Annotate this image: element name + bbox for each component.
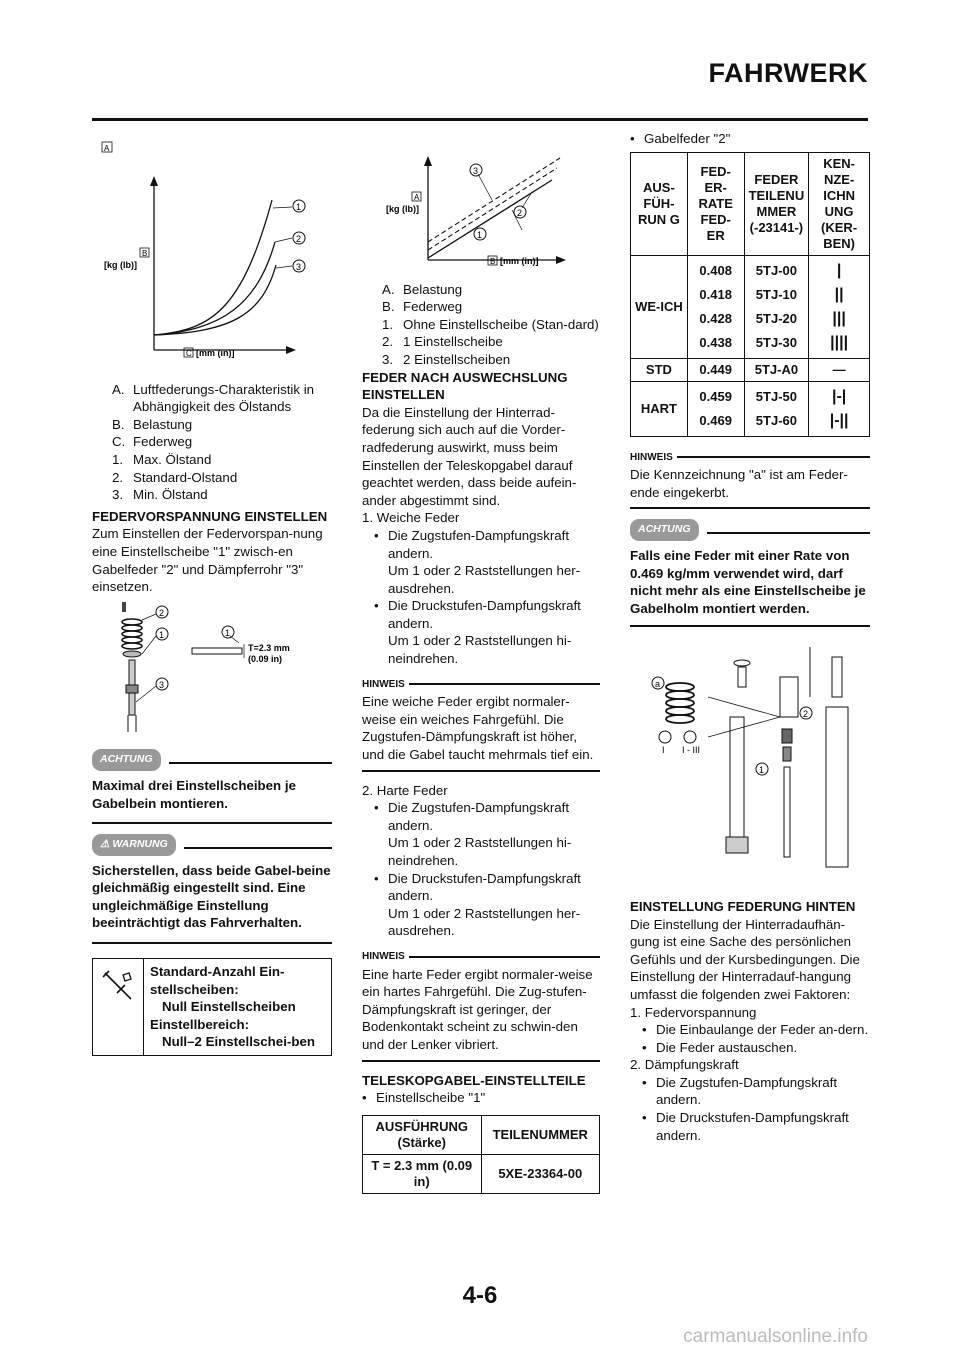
paragraph: Zum Einstellen der Federvorspan-nung eine Einstellscheibe "1" zwisch-en Gabelfeder "2" und Dämpferrohr "3" einsetzen. [92,526,323,595]
part-number: 5TJ-00 [755,262,797,278]
marking: |||| [830,333,849,351]
legend-text: 2 Einstellscheiben [403,351,511,367]
leader-line [478,174,492,200]
table-cell [809,381,870,436]
leader-line [275,238,292,242]
bullet-item: • Die Zugstufen-Dampfungskraft andern. [362,527,600,562]
bullet-item: • Einstellscheibe "1" [362,1090,486,1106]
note-text: Eine weiche Feder ergibt normaler-weise ein weiches Fahrgefühl. Die Zugstufen-Dämpfungskraft ist höher, und die Gabel taucht mehrmals tief ein. [362,694,594,763]
fork-spring-table [630,152,870,437]
damper-nut [126,685,138,693]
table-cell [744,255,809,358]
legend-key: 3. [112,487,124,503]
figure-legend [112,381,332,504]
legend-text: Standard-Olstand [133,469,238,485]
spacer-illustration [92,600,332,735]
table-cell: T = 2.3 mm (0.09 in) [363,1154,482,1193]
table-row-hard [631,381,870,436]
outer-tube [730,717,744,847]
caution-text: Falls eine Feder mit einer Rate von 0.469 kg/mm verwendet wird, darf nicht mehr als eine Einstellscheibe je Gabelholm montiert werden. [630,547,866,616]
wrench-icon [101,969,135,1003]
page-title: FAHRWERK [708,58,868,88]
spring-end-icon [659,731,671,743]
x-axis-arrow [556,256,566,264]
indent-text: Um 1 oder 2 Raststellungen hi-neindrehen. [388,835,572,868]
table-header-cell: KEN-NZE-ICHN UNG (KER-BEN) [809,152,870,255]
bullet-item: • Die Zugstufen-Dampfungskraft andern. [630,1074,870,1109]
legend-key: C. [112,434,126,450]
washer-part [783,747,791,761]
part-number: 5TJ-10 [755,286,797,302]
bullet-text: Die Zugstufen-Dampfungskraft andern. [388,527,570,561]
legend-key: 2. [382,334,394,350]
table-cell: WE-ICH [631,255,688,358]
spec-label: Einstellbereich: [150,1016,250,1032]
table-row-soft [631,255,870,358]
figure-label-a: A [104,144,110,153]
table-header-cell: AUS-FÜH-RUN G [631,152,688,255]
table-row [363,1154,600,1193]
legend-text: Belastung [403,281,463,297]
callout-3: 3 [159,679,165,690]
callout-1: 1 [225,627,231,638]
thickness-inch-label: (0.09 in) [248,653,283,664]
table-cell: 5XE-23364-00 [481,1154,600,1193]
legend-text: Max. Ölstand [133,451,212,467]
callout-3: 3 [473,166,479,176]
callout-1: 1 [296,202,302,212]
marking: || [834,285,844,303]
note-end-rule [362,770,600,772]
spec-icon-cell [93,959,144,1055]
note-text: Die Kennzeichnung "a" ist am Feder-ende eingekerbt. [630,467,848,500]
fork-bottom [726,837,748,853]
rate-value: 0.408 [699,262,732,278]
table-cell: HART [631,381,688,436]
fork-cap [734,660,750,666]
note-label: HINWEIS [362,678,405,690]
legend-text: Ohne Einstellscheibe (Stan-dard) [403,316,599,332]
legend-key: A. [382,281,395,297]
marking: ||| [832,309,846,327]
curve-standard-oil [154,242,275,335]
caution-header [92,749,332,771]
bullet-text: Die Einbaulange der Feder an-dern. [656,1022,869,1038]
legend-text: Federweg [133,434,193,450]
legend-key: A. [112,381,125,397]
legend-key: 3. [382,351,394,367]
bullet-text: Die Feder austauschen. [656,1039,798,1055]
warning-end-rule [92,942,332,944]
y-axis-arrow [424,156,432,166]
line-two-spacers [428,158,560,242]
note-text: Eine harte Feder ergibt normaler-weise ein hartes Fahrgefühl. Die Zug-stufen-Dämpfungskraft ist geringer, der Bodenkontakt scheint zu schwin-den und der Lenker vibriert. [362,966,593,1052]
rate-value: 0.469 [699,412,732,428]
spacer-spring-chart [362,130,600,270]
marking: |-|| [829,411,849,429]
paragraph: Die Einstellung der Hinterradaufhän-gung ist eine Sache des persönlichen Gefühls und der Kursbedingungen. Die Einstellung der Hinterradauf-hangung umfasst die folgenden zwei Faktoren: [630,916,860,1002]
callout-2: 2 [159,607,165,618]
bullet-item: • Gabelfeder "2" [630,131,731,146]
legend-key: B. [382,299,395,315]
bullet-text: Die Druckstufen-Dampfungskraft andern. [656,1110,849,1143]
caution-badge: ACHTUNG [630,519,699,541]
table-header-cell: FED-ER-RATE FED-ER [687,152,744,255]
legend-key: 1. [112,451,124,467]
marking: | [836,261,842,279]
note-end-rule [630,507,870,509]
legend-text: Belastung [133,416,193,432]
spec-box [92,958,332,1056]
part-number: 5TJ-60 [755,412,797,428]
callout-1: 1 [159,629,165,640]
note-label: HINWEIS [630,451,673,463]
leader-line [522,192,532,208]
bullet-text: Gabelfeder "2" [644,131,731,146]
legend-key: B. [112,416,125,432]
axis-label-c: C [186,349,192,358]
table-cell: 0.449 [687,358,744,381]
caution-end-rule [92,822,332,824]
marking-label: I - III [682,745,700,756]
table-header-cell: FEDER TEILENU MMER (-23141-) [744,152,809,255]
bullet-text: Einstellscheibe "1" [376,1090,486,1106]
marking-label: I [662,745,665,756]
list-item: 2. Dämpfungskraft [630,1057,739,1073]
callout-1: 1 [759,765,765,776]
callout-2: 2 [296,234,302,244]
indent-text: Um 1 oder 2 Raststellungen hi-neindrehen. [388,633,572,667]
bullet-text: Die Zugstufen-Dampfungskraft andern. [656,1074,838,1108]
part-number: 5TJ-50 [755,388,797,404]
rate-value: 0.438 [699,334,732,350]
bullet-text: Die Zugstufen-Dampfungskraft andern. [388,800,570,833]
note-label: HINWEIS [362,950,405,962]
table-header-row [363,1115,600,1154]
bullet-item: • Die Zugstufen-Dampfungskraft andern. [362,799,600,834]
axis-label-b: B [142,249,148,258]
x-axis-arrow [286,346,296,354]
table-header-row [631,152,870,255]
damper-top [780,677,798,717]
section-heading: TELESKOPGABEL-EINSTELLTEILE [362,1072,586,1088]
table-cell [744,381,809,436]
note-end-rule [362,1060,600,1062]
marking: |-| [831,387,847,405]
thickness-label: T=2.3 mm [248,642,290,653]
table-cell [687,381,744,436]
curve-min-oil [154,265,276,335]
paragraph: Da die Einstellung der Hinterrad-federung sich auch auf die Vorder-radfederung auswirkt, muss beim Einstellen der Teleskopgabel darauf geachtet werden, dass beide aufein-ander abgestimmt sind. [362,404,577,508]
inner-tube [826,707,848,867]
list-item: 1. Federvorspannung [630,1004,757,1020]
callout-2: 2 [803,709,809,720]
note-header [630,449,870,467]
list-item: 2. Harte Feder [362,782,448,798]
spec-value: Null Einstellscheiben [162,999,296,1015]
warning-label: WARNUNG [112,838,168,851]
legend-text: Federweg [403,299,463,315]
section-heading: FEDERVORSPANNUNG EINSTELLEN [92,508,328,524]
callout-1: 1 [477,230,483,240]
part-number: 5TJ-30 [755,334,797,350]
spacer-part [782,729,792,743]
spring-end-icon [684,731,696,743]
rod-top [122,602,126,612]
table-cell [809,255,870,358]
table-row-std [631,358,870,381]
leader-line [276,266,292,268]
rate-value: 0.459 [699,388,732,404]
caution-header [630,519,870,541]
callout-a: a [655,679,661,690]
axis-label-a: A [414,193,420,202]
callout-2: 2 [517,208,523,218]
legend-key: 1. [382,316,394,332]
table-header-cell: TEILENUMMER [481,1115,600,1154]
section-heading: EINSTELLUNG FEDERUNG HINTEN [630,898,856,914]
bullet-item: • Die Druckstufen-Dampfungskraft andern. [362,870,600,905]
x-unit-label: [mm (in)] [500,256,539,266]
bullet-text: Die Druckstufen-Dampfungskraft andern. [388,870,581,904]
table-cell: STD [631,358,688,381]
x-unit-label: [mm (in)] [196,348,235,358]
caution-badge: ACHTUNG [92,749,161,771]
axis-label-b: B [490,257,496,266]
leader-line [142,636,156,654]
fork-exploded-illustration [630,637,870,887]
fork-spring [122,619,142,649]
curve-max-oil [154,200,272,335]
part-number: 5TJ-20 [755,310,797,326]
leader-line [142,614,156,620]
y-unit-label: [kg (lb)] [386,204,419,214]
top-cap-part [832,657,842,697]
table-cell: — [809,358,870,381]
warning-text: Sicherstellen, dass beide Gabel-beine gleichmäßig eingestellt sind. Eine ungleichmäßige Einstellung beeinträchtigt das Fahrverhalten. [92,862,331,931]
table-cell: 5TJ-A0 [744,358,809,381]
spacer-parts-table [362,1115,600,1194]
table-cell [687,255,744,358]
legend-text: Min. Ölstand [133,487,208,503]
cap-bolt [738,667,746,687]
spec-content [144,959,331,1055]
legend-text: Luftfederungs-Charakteristik in Abhängigkeit des Ölstands [133,381,315,415]
column-right [630,130,870,1144]
header-rule [92,118,868,121]
note-header [362,676,600,694]
bullet-item: • Die Druckstufen-Dampfungskraft andern. [362,597,600,632]
indent-text: Um 1 oder 2 Raststellungen her-ausdrehen. [388,905,581,939]
bullet-text: Die Druckstufen-Dampfungskraft andern. [388,598,581,631]
watermark: carmanualsonline.info [683,1326,868,1347]
bullet-item: • Die Druckstufen-Dampfungskraft andern. [630,1109,870,1144]
legend-key: 2. [112,469,124,485]
damper-rod [784,767,790,857]
y-axis-arrow [150,176,158,186]
column-middle [362,130,600,1194]
bullet-item: • Die Feder austauschen. [642,1039,798,1055]
figure-legend [382,281,600,369]
indent-text: Um 1 oder 2 Raststellungen her-ausdrehen. [388,563,581,596]
callout-3: 3 [296,262,302,272]
note-header [362,948,600,966]
table-header-cell: AUSFÜHRUNG (Stärke) [363,1115,482,1154]
spacer-washer [123,651,141,657]
spec-value: Null–2 Einstellschei-ben [162,1034,315,1050]
bullet-item: • Die Einbaulange der Feder an-dern. [642,1022,869,1038]
leader-line [136,686,156,702]
spec-label: Standard-Anzahl Ein-stellscheiben: [150,964,285,997]
rate-value: 0.418 [699,286,732,302]
spacer-side-view [192,648,242,654]
line-no-spacer [428,180,552,258]
section-heading: FEDER NACH AUSWECHSLUNG EINSTELLEN [362,369,568,403]
air-spring-chart [92,130,332,370]
caution-text: Maximal drei Einstellscheiben je Gabelbein montieren. [92,777,296,811]
line-one-spacer [428,168,557,250]
leader-line [708,697,780,717]
warning-triangle-icon: ⚠ [100,838,113,851]
y-unit-label: [kg (lb)] [104,260,137,270]
fork-spring [666,683,694,723]
list-item: 1. Weiche Feder [362,510,460,526]
page-number: 4-6 [462,1282,498,1309]
leader-line [273,207,292,208]
warning-header [92,834,332,856]
caution-end-rule [630,625,870,627]
legend-text: 1 Einstellscheibe [403,334,503,350]
column-left [92,130,332,1056]
rate-value: 0.428 [699,310,732,326]
warning-badge [92,834,176,856]
